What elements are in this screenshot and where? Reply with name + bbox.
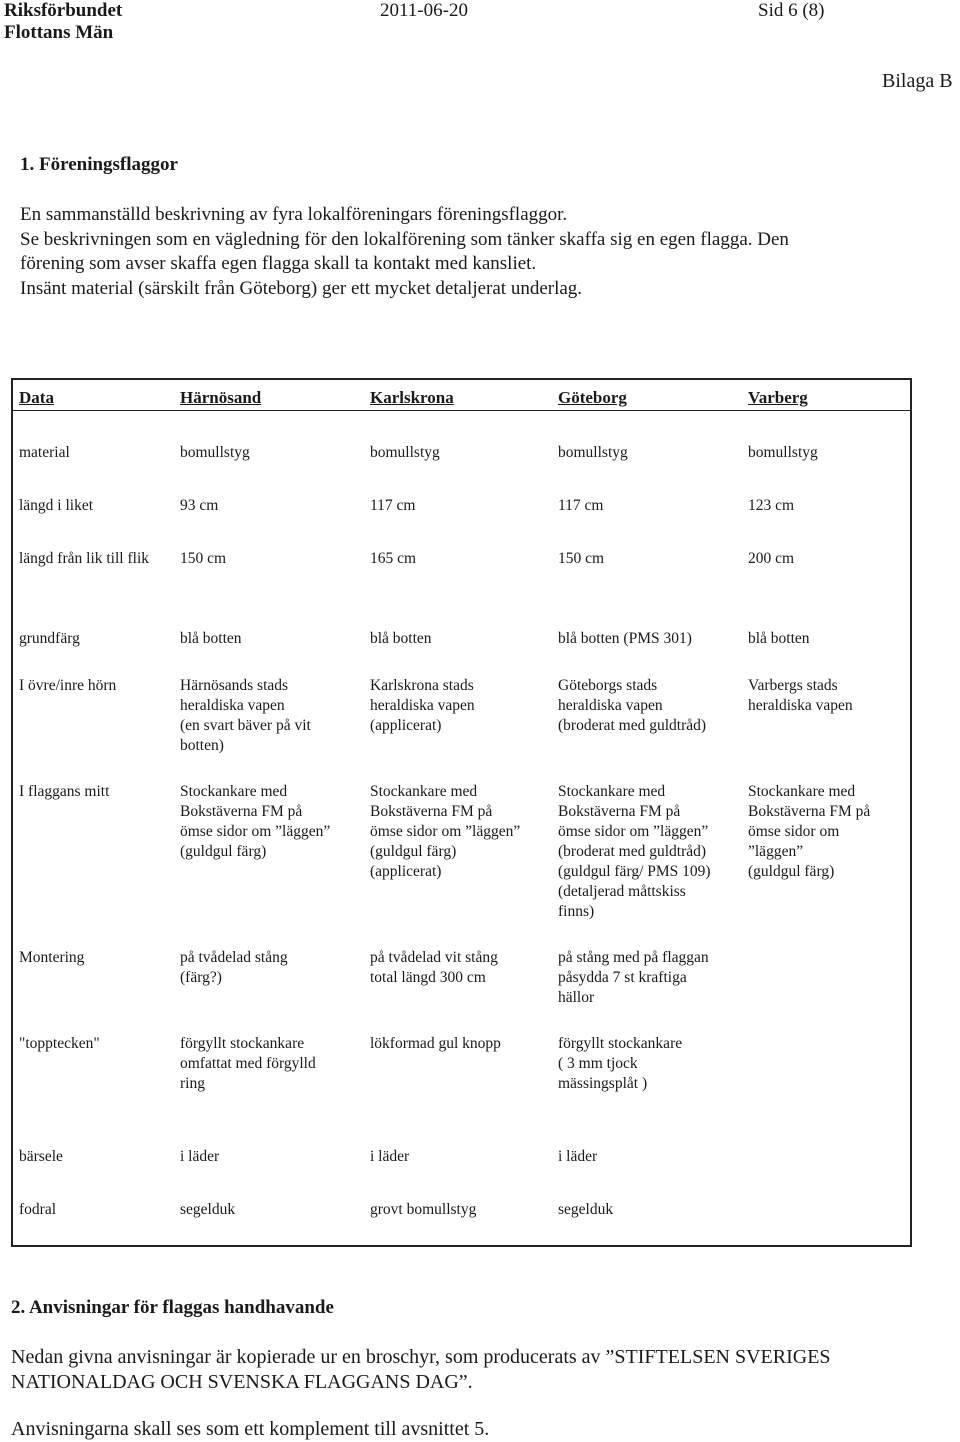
table-cell: på stång med på flaggan xyxy=(558,949,709,966)
table-cell: på tvådelad stång xyxy=(180,949,288,966)
table-cell: ömse sidor om ”läggen” xyxy=(558,823,709,840)
table-cell: Bokstäverna FM på xyxy=(180,803,303,820)
table-cell: total längd 300 cm xyxy=(370,969,486,986)
table-row-label: längd i liket xyxy=(19,497,94,514)
table-header-karlskrona: Karlskrona xyxy=(370,388,454,407)
table-cell: hällor xyxy=(558,989,595,1006)
page-number: Sid 6 (8) xyxy=(758,0,825,21)
table-cell: blå botten xyxy=(370,630,432,647)
table-cell: omfattat med förgylld xyxy=(180,1055,316,1072)
section-2-text-line: NATIONALDAG OCH SVENSKA FLAGGANS DAG”. xyxy=(11,1371,473,1393)
table-cell: ömse sidor om xyxy=(748,823,840,840)
table-cell: 117 cm xyxy=(370,497,416,514)
table-header-data: Data xyxy=(19,388,54,407)
table-row-label: fodral xyxy=(19,1201,57,1218)
table-cell: (applicerat) xyxy=(370,863,442,880)
table-cell: (broderat med guldtråd) xyxy=(558,717,707,734)
table-cell: heraldiska vapen xyxy=(370,697,475,714)
table-row-label: I övre/inre hörn xyxy=(19,677,117,694)
table-cell: Bokstäverna FM på xyxy=(558,803,681,820)
table-cell: finns) xyxy=(558,903,595,920)
table-cell: förgyllt stockankare xyxy=(180,1035,305,1052)
table-cell: 93 cm xyxy=(180,497,219,514)
table-cell: heraldiska vapen xyxy=(558,697,663,714)
table-cell: (färg?) xyxy=(180,969,222,986)
table-cell: mässingsplåt ) xyxy=(558,1075,648,1092)
table-cell: heraldiska vapen xyxy=(748,697,853,714)
table-cell: segelduk xyxy=(558,1201,614,1218)
table-cell: blå botten xyxy=(748,630,810,647)
table-cell: segelduk xyxy=(180,1201,236,1218)
table-cell: (guldgul färg) xyxy=(748,863,835,880)
table-cell: blå botten xyxy=(180,630,242,647)
table-header-divider xyxy=(11,410,912,411)
table-row-label: bärsele xyxy=(19,1148,63,1165)
table-cell: 150 cm xyxy=(558,550,605,567)
table-cell: (guldgul färg/ PMS 109) xyxy=(558,863,711,880)
table-cell: Bokstäverna FM på xyxy=(370,803,493,820)
table-cell: på tvådelad vit stång xyxy=(370,949,498,966)
section-1-text-line: Insänt material (särskilt från Göteborg) ger ett mycket detaljerat underlag. xyxy=(20,278,583,299)
table-cell: 165 cm xyxy=(370,550,417,567)
table-cell: Stockankare med xyxy=(370,783,478,800)
table-cell: 150 cm xyxy=(180,550,227,567)
table-cell: (guldgul färg) xyxy=(180,843,267,860)
table-cell: (applicerat) xyxy=(370,717,442,734)
table-cell: grovt bomullstyg xyxy=(370,1201,477,1218)
org-name-line1: Riksförbundet xyxy=(4,0,123,21)
table-header-goteborg: Göteborg xyxy=(558,388,627,407)
table-cell: i läder xyxy=(180,1148,220,1165)
table-row-label: längd från lik till flik xyxy=(19,550,150,567)
section-1-text-line: En sammanställd beskrivning av fyra lokalföreningars föreningsflaggor. xyxy=(20,204,568,225)
table-cell: ring xyxy=(180,1075,205,1092)
section-2-note: Anvisningarna skall ses som ett komplement till avsnittet 5. xyxy=(11,1418,490,1440)
table-cell: Stockankare med xyxy=(180,783,288,800)
table-cell: Varbergs stads xyxy=(748,677,838,694)
section-1-text-line: förening som avser skaffa egen flagga skall ta kontakt med kansliet. xyxy=(20,253,537,274)
table-header-harnosand: Härnösand xyxy=(180,388,262,407)
table-cell: i läder xyxy=(370,1148,410,1165)
table-cell: Karlskrona stads xyxy=(370,677,474,694)
section-1-text-line: Se beskrivningen som en vägledning för den lokalförening som tänker skaffa sig en egen flagga. Den xyxy=(20,229,789,250)
table-row-label: "topptecken" xyxy=(19,1035,100,1052)
table-cell: bomullstyg xyxy=(558,444,628,461)
document-date: 2011-06-20 xyxy=(380,0,468,21)
table-cell: blå botten (PMS 301) xyxy=(558,630,692,647)
appendix-label: Bilaga B xyxy=(882,70,953,92)
table-cell: förgyllt stockankare xyxy=(558,1035,683,1052)
section-1-title: 1. Föreningsflaggor xyxy=(20,154,178,175)
table-row-label: material xyxy=(19,444,70,461)
table-cell: (en svart bäver på vit xyxy=(180,717,311,734)
table-cell: påsydda 7 st kraftiga xyxy=(558,969,687,986)
table-cell: ( 3 mm tjock xyxy=(558,1055,638,1072)
table-cell: Bokstäverna FM på xyxy=(748,803,871,820)
table-cell: (guldgul färg) xyxy=(370,843,457,860)
table-cell: heraldiska vapen xyxy=(180,697,285,714)
table-cell: bomullstyg xyxy=(370,444,440,461)
table-cell: lökformad gul knopp xyxy=(370,1035,501,1052)
table-cell: (broderat med guldtråd) xyxy=(558,843,707,860)
table-cell: 123 cm xyxy=(748,497,795,514)
table-cell: ömse sidor om ”läggen” xyxy=(180,823,331,840)
table-cell: bomullstyg xyxy=(180,444,250,461)
table-row-label: Montering xyxy=(19,949,85,966)
section-2-text-line: Nedan givna anvisningar är kopierade ur en broschyr, som producerats av ”STIFTELSEN SVERIGES xyxy=(11,1346,831,1368)
table-row-label: I flaggans mitt xyxy=(19,783,110,800)
table-cell: Stockankare med xyxy=(558,783,666,800)
table-cell: (detaljerad måttskiss xyxy=(558,883,686,900)
table-cell: i läder xyxy=(558,1148,598,1165)
table-cell: bomullstyg xyxy=(748,444,818,461)
table-cell: botten) xyxy=(180,737,224,754)
table-cell: ”läggen” xyxy=(748,843,804,860)
table-header-varberg: Varberg xyxy=(748,388,808,407)
section-2-title: 2. Anvisningar för flaggas handhavande xyxy=(11,1297,334,1318)
table-cell: 200 cm xyxy=(748,550,795,567)
table-cell: Stockankare med xyxy=(748,783,856,800)
org-name-line2: Flottans Män xyxy=(4,22,114,43)
table-cell: ömse sidor om ”läggen” xyxy=(370,823,521,840)
table-cell: 117 cm xyxy=(558,497,604,514)
table-cell: Härnösands stads xyxy=(180,677,289,694)
table-cell: Göteborgs stads xyxy=(558,677,658,694)
table-row-label: grundfärg xyxy=(19,630,80,647)
